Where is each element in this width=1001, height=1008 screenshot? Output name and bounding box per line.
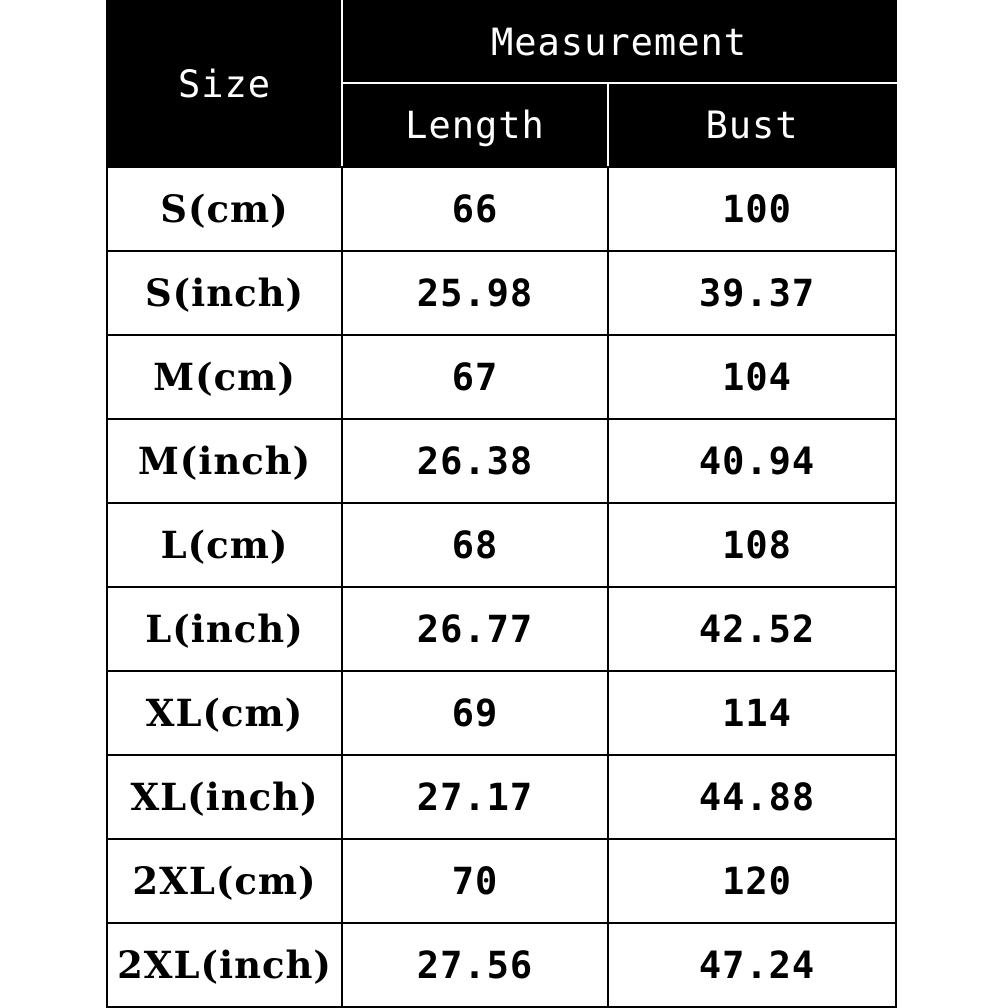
table-row	[107, 839, 896, 923]
bust-cell: 47.24	[608, 923, 896, 1007]
length-cell: 26.77	[342, 587, 608, 671]
table-row	[107, 587, 896, 671]
table-body	[107, 167, 896, 1007]
length-cell: 68	[342, 503, 608, 587]
header-size: Size	[107, 1, 342, 167]
length-cell: 66	[342, 167, 608, 251]
size-cell: M(inch)	[107, 419, 342, 503]
bust-cell: 42.52	[608, 587, 896, 671]
table-row	[107, 923, 896, 1007]
table-row	[107, 167, 896, 251]
table-row	[107, 419, 896, 503]
length-cell: 27.56	[342, 923, 608, 1007]
header-length: Length	[342, 83, 608, 167]
size-cell: 2XL(inch)	[107, 923, 342, 1007]
size-chart-table	[106, 0, 897, 1008]
size-cell: S(cm)	[107, 167, 342, 251]
bust-cell: 108	[608, 503, 896, 587]
bust-cell: 114	[608, 671, 896, 755]
table-row	[107, 755, 896, 839]
size-cell: M(cm)	[107, 335, 342, 419]
size-cell: S(inch)	[107, 251, 342, 335]
length-cell: 69	[342, 671, 608, 755]
table-header	[107, 1, 896, 167]
bust-cell: 100	[608, 167, 896, 251]
table-row	[107, 503, 896, 587]
size-cell: L(inch)	[107, 587, 342, 671]
bust-cell: 104	[608, 335, 896, 419]
table-row	[107, 335, 896, 419]
length-cell: 25.98	[342, 251, 608, 335]
bust-cell: 120	[608, 839, 896, 923]
bust-cell: 44.88	[608, 755, 896, 839]
size-cell: 2XL(cm)	[107, 839, 342, 923]
table-row	[107, 671, 896, 755]
header-measurement: Measurement	[342, 1, 896, 83]
length-cell: 67	[342, 335, 608, 419]
header-bust: Bust	[608, 83, 896, 167]
size-cell: XL(inch)	[107, 755, 342, 839]
table-row	[107, 251, 896, 335]
size-chart-sheet	[106, 0, 895, 999]
bust-cell: 40.94	[608, 419, 896, 503]
length-cell: 27.17	[342, 755, 608, 839]
size-cell: L(cm)	[107, 503, 342, 587]
size-cell: XL(cm)	[107, 671, 342, 755]
length-cell: 70	[342, 839, 608, 923]
bust-cell: 39.37	[608, 251, 896, 335]
length-cell: 26.38	[342, 419, 608, 503]
